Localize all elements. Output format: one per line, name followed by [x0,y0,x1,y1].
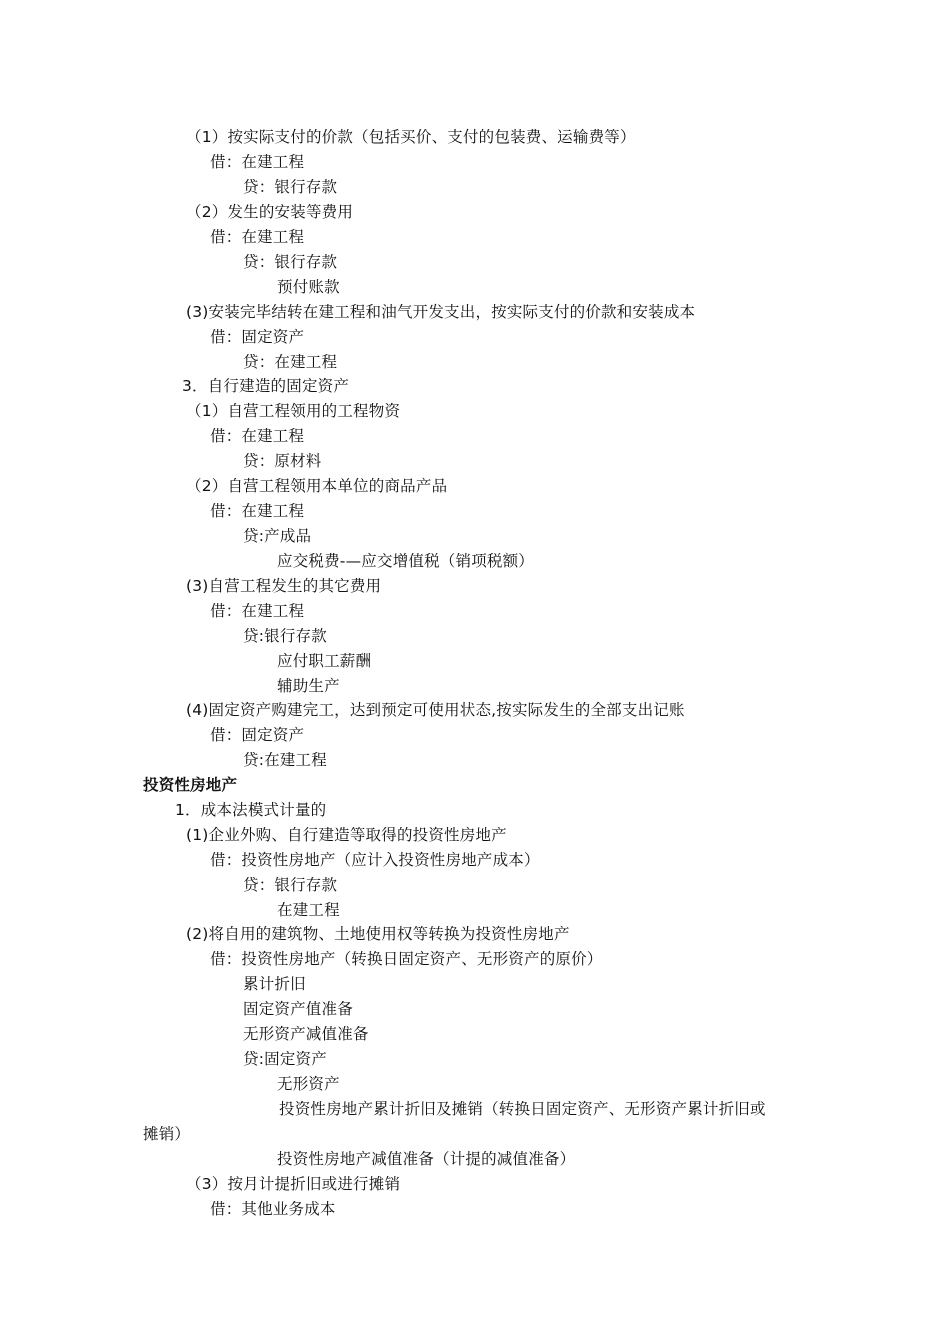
text-line: 借：其他业务成本 [210,1200,336,1218]
text-line: （1）自营工程领用的工程物资 [186,402,401,420]
text-line: 贷:在建工程 [243,751,327,769]
text-line: 辅助生产 [277,677,340,695]
text-line: 贷：银行存款 [243,178,338,196]
text-line: (3)自营工程发生的其它费用 [186,577,382,595]
text-line: 借：投资性房地产（转换日固定资产、无形资产的原价） [210,950,603,968]
text-line: 贷：原材料 [243,452,322,470]
text-line: （1）按实际支付的价款（包括买价、支付的包装费、运输费等） [186,128,636,146]
section-heading: 投资性房地产 [143,776,238,794]
text-line: 借：在建工程 [210,153,305,171]
text-line: 投资性房地产累计折旧及摊销（转换日固定资产、无形资产累计折旧或 [279,1100,766,1118]
text-line: （2）自营工程领用本单位的商品产品 [186,477,448,495]
text-line: 借：在建工程 [210,228,305,246]
text-line: 借：固定资产 [210,328,305,346]
text-line: 1．成本法模式计量的 [175,801,327,819]
text-line: 在建工程 [277,901,340,919]
text-line: 累计折旧 [243,975,306,993]
text-line: （3）按月计提折旧或进行摊销 [186,1175,401,1193]
text-line: （2）发生的安装等费用 [186,203,354,221]
text-line: 预付账款 [277,278,340,296]
text-line: 借：在建工程 [210,602,305,620]
text-line: 无形资产减值准备 [243,1025,369,1043]
text-line: 借：在建工程 [210,502,305,520]
text-line: 应付职工薪酬 [277,652,372,670]
text-line: (2)将自用的建筑物、土地使用权等转换为投资性房地产 [186,925,570,943]
text-line: 借：固定资产 [210,726,305,744]
text-line: (3)安装完毕结转在建工程和油气开发支出，按实际支付的价款和安装成本 [186,303,696,321]
text-line: 贷：在建工程 [243,353,338,371]
text-line: 固定资产值准备 [243,1000,353,1018]
text-line: 摊销） [143,1125,191,1143]
text-line: 无形资产 [277,1075,340,1093]
text-line: 应交税费-—应交增值税（销项税额） [277,552,534,570]
text-line: 3．自行建造的固定资产 [182,377,350,395]
text-line: 贷:产成品 [243,527,312,545]
text-line: 贷：银行存款 [243,253,338,271]
text-line: 借：投资性房地产（应计入投资性房地产成本） [210,851,540,869]
text-line: 贷：银行存款 [243,876,338,894]
text-line: (4)固定资产购建完工，达到预定可使用状态,按实际发生的全部支出记账 [186,701,685,719]
text-line: 借：在建工程 [210,427,305,445]
text-line: (1)企业外购、自行建造等取得的投资性房地产 [186,826,507,844]
text-line: 贷:固定资产 [243,1050,327,1068]
text-line: 投资性房地产减值准备（计提的减值准备） [277,1150,576,1168]
text-line: 贷:银行存款 [243,627,327,645]
